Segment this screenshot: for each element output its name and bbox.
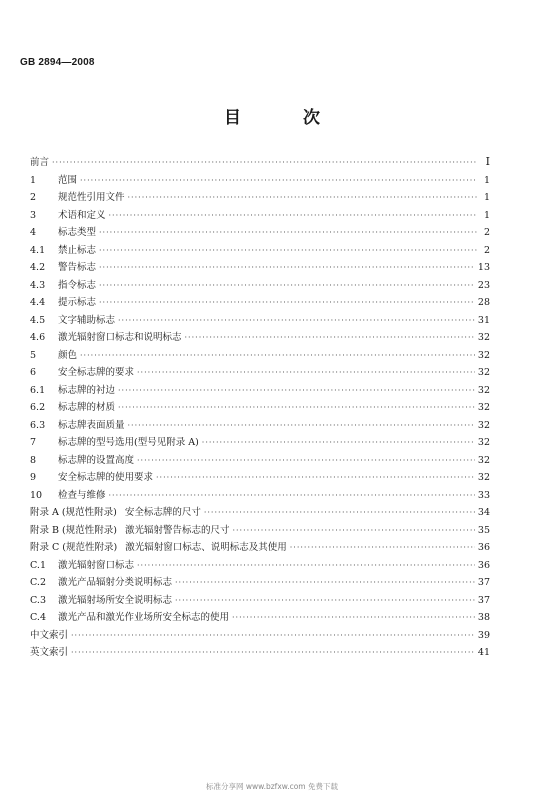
toc-entry-title: 中文索引 [30,629,69,641]
toc-dot-leader [290,543,475,552]
toc-entry-title: 安全标志牌的要求 [58,367,135,378]
toc-entry[interactable] [30,312,490,330]
toc-entry-page: 23 [477,279,490,291]
toc-dot-leader [118,386,475,395]
toc-entry-page: 1 [483,174,490,186]
toc-entry[interactable] [30,539,490,557]
toc-entry-number: C.1 [30,559,46,571]
toc-entry-page: 2 [483,227,490,238]
toc-entry-page: 2 [483,244,490,256]
toc-dot-leader [202,438,475,447]
toc-dot-leader [80,176,477,185]
toc-entry-title: 安全标志牌的使用要求 [58,472,154,483]
toc-entry-title: 术语和定义 [58,209,106,221]
toc-entry-number: 7 [30,437,37,448]
toc-entry-page: 32 [477,367,490,378]
table-of-contents [30,154,490,662]
toc-entry-page: 33 [477,489,490,501]
toc-entry[interactable] [30,294,490,312]
toc-dot-leader [52,158,477,167]
toc-entry[interactable] [30,259,490,277]
toc-entry[interactable] [30,382,490,400]
toc-entry[interactable] [30,189,490,207]
toc-entry-number: 9 [30,472,37,483]
toc-entry[interactable] [30,609,490,627]
toc-entry-number: C.4 [30,612,46,623]
toc-entry-page: 32 [477,402,490,413]
toc-entry[interactable] [30,504,490,522]
toc-entry-title: 颜色 [58,349,78,361]
toc-entry-page: 28 [477,297,490,308]
toc-entry-number: 5 [30,349,37,361]
toc-entry[interactable] [30,627,490,645]
toc-entry-title: 警告标志 [58,262,97,273]
toc-dot-leader [71,631,475,640]
toc-entry-number: 4.6 [30,332,46,343]
toc-entry-number: 8 [30,454,37,466]
toc-entry[interactable] [30,329,490,347]
toc-entry-title: 前言 [30,157,50,168]
toc-dot-leader [156,473,475,482]
toc-entry-page: 32 [477,349,490,361]
toc-entry[interactable] [30,557,490,575]
toc-dot-leader [128,421,475,430]
toc-entry-page: 39 [477,629,490,641]
toc-entry-title: 激光辐射窗口标志、说明标志及其使用 [125,542,287,553]
toc-entry-title: 激光辐射警告标志的尺寸 [124,524,230,536]
footer-watermark: 标准分享网 www.bzfxw.com 免费下载 [206,782,338,791]
toc-entry-number: C.2 [30,577,46,588]
toc-entry-page: 37 [477,594,490,606]
toc-entry[interactable] [30,277,490,295]
toc-entry-number: 4.2 [30,262,46,273]
toc-entry-number: C.3 [30,594,46,606]
toc-entry-number: 6 [30,367,37,378]
toc-entry[interactable] [30,522,490,540]
toc-dot-leader [137,561,475,570]
toc-entry-page: 32 [477,472,490,483]
toc-entry[interactable] [30,399,490,417]
toc-entry-number: 3 [30,209,37,221]
toc-entry-title: 激光辐射窗口标志和说明标志 [58,332,182,343]
toc-entry-number: 附录 C (规范性附录) [30,542,118,553]
toc-dot-leader [99,263,475,272]
toc-dot-leader [109,211,477,220]
toc-entry-title: 提示标志 [58,297,97,308]
toc-entry-number: 4.3 [30,279,46,291]
toc-entry[interactable] [30,364,490,382]
toc-entry-number: 4.5 [30,314,46,326]
toc-entry-page: 36 [477,542,490,553]
toc-entry[interactable] [30,469,490,487]
toc-dot-leader [137,368,475,377]
toc-entry-number: 2 [30,192,37,203]
toc-entry-number: 1 [30,174,37,186]
toc-entry-title: 激光产品辐射分类说明标志 [58,577,173,588]
toc-entry-page: 32 [477,332,490,343]
toc-entry-page: 32 [477,437,490,448]
toc-entry-page: 32 [477,419,490,431]
toc-dot-leader [175,578,475,587]
toc-entry-title: 指令标志 [58,279,97,291]
toc-entry-number: 6.1 [30,384,46,396]
toc-entry-title: 标志牌表面质量 [58,419,125,431]
toc-entry-title: 标志牌的设置高度 [58,454,135,466]
toc-entry-page: I [485,155,490,168]
toc-entry-title: 激光辐射窗口标志 [58,559,135,571]
toc-dot-leader [99,298,475,307]
toc-dot-leader [137,456,475,465]
toc-dot-leader [232,526,474,535]
toc-entry-title: 标志牌的衬边 [58,384,116,396]
toc-entry[interactable] [30,207,490,225]
toc-entry[interactable] [30,574,490,592]
toc-entry-title: 标志牌的材质 [58,402,116,413]
toc-entry-title: 范围 [58,174,78,186]
toc-entry[interactable] [30,417,490,435]
toc-dot-leader [175,596,475,605]
toc-entry-title: 规范性引用文件 [58,192,125,203]
toc-dot-leader [99,281,475,290]
toc-entry-page: 37 [477,577,490,588]
toc-dot-leader [99,246,477,255]
toc-entry-number: 6.3 [30,419,46,431]
toc-entry[interactable] [30,644,490,662]
toc-entry-page: 36 [477,559,490,571]
toc-entry-title: 英文索引 [30,647,69,658]
toc-entry-title: 文字辅助标志 [58,314,116,326]
toc-dot-leader [99,228,477,237]
toc-entry-title: 禁止标志 [58,244,97,256]
toc-entry[interactable] [30,347,490,365]
toc-entry-number: 附录 A (规范性附录) [30,507,117,518]
toc-dot-leader [80,351,475,360]
toc-entry-number: 6.2 [30,402,46,413]
toc-entry-page: 31 [477,314,490,326]
toc-entry[interactable] [30,172,490,190]
toc-entry[interactable] [30,452,490,470]
toc-entry-title: 标志类型 [58,227,97,238]
toc-dot-leader [71,648,475,657]
toc-entry-page: 13 [477,262,490,273]
toc-entry-page: 38 [477,612,490,623]
toc-entry-page: 1 [483,192,490,203]
toc-entry-number: 4 [30,227,37,238]
toc-entry[interactable] [30,434,490,452]
toc-dot-leader [232,613,475,622]
toc-entry-page: 32 [477,454,490,466]
toc-entry-title: 激光产品和激光作业场所安全标志的使用 [58,612,230,623]
toc-entry-page: 34 [477,507,490,518]
toc-entry-page: 32 [477,384,490,396]
toc-entry-number: 10 [30,489,43,501]
toc-entry-title: 安全标志牌的尺寸 [124,507,201,518]
toc-entry[interactable] [30,224,490,242]
standard-code: GB 2894—2008 [20,57,95,68]
toc-entry-number: 4.1 [30,244,46,256]
toc-entry-title: 激光辐射场所安全说明标志 [58,594,173,606]
toc-dot-leader [118,403,475,412]
toc-dot-leader [118,316,475,325]
toc-dot-leader [185,333,475,342]
toc-entry-number: 4.4 [30,297,46,308]
toc-dot-leader [109,491,475,500]
toc-entry-number: 附录 B (规范性附录) [30,524,117,536]
toc-entry-page: 41 [477,647,490,658]
toc-entry[interactable] [30,154,490,172]
toc-entry-page: 35 [477,524,490,536]
toc-entry-title: 标志牌的型号选用(型号见附录 A) [58,437,199,448]
toc-entry[interactable] [30,242,490,260]
toc-entry-page: 1 [483,209,490,221]
toc-dot-leader [204,508,475,517]
toc-entry[interactable] [30,592,490,610]
toc-entry[interactable] [30,487,490,505]
page-title: 目 次 [224,108,348,128]
toc-dot-leader [128,193,477,202]
toc-entry-title: 检查与维修 [58,489,106,501]
